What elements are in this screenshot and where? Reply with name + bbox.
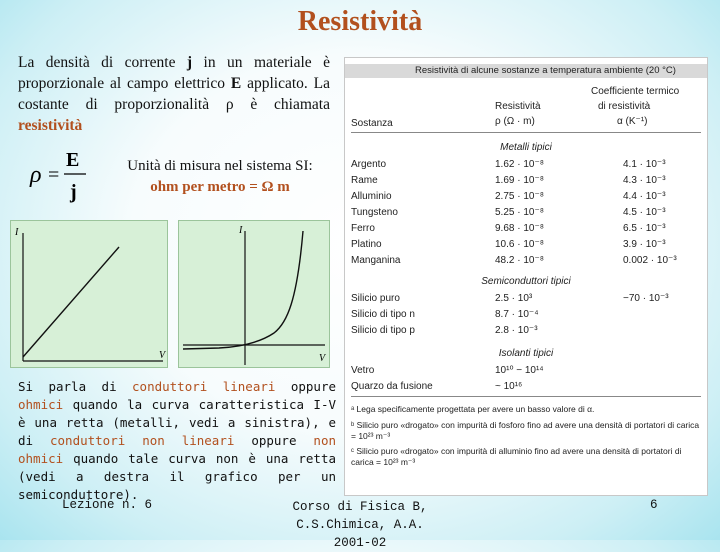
substance-cell: Silicio di tipo n [351,309,415,320]
footer-course-line1: Corso di Fisica B, C.S.Chimica, A.A. [292,500,428,532]
substance-cell: Alluminio [351,191,392,202]
linear-plot-curve [23,247,119,357]
resistivity-cell: 9.68 · 10⁻⁸ [495,223,544,234]
section-semiconductors: Semiconduttori tipici [481,276,571,287]
resistivity-cell: 8.7 · 10⁻⁴ [495,309,539,320]
substance-cell: Argento [351,159,387,170]
resistivity-cell: 2.8 · 10⁻³ [495,325,538,336]
section-metals: Metalli tipici [500,142,552,153]
footer-course-line2: 2001-02 [333,536,387,550]
resistivity-cell: 48.2 · 10⁻⁸ [495,255,544,266]
para-kw-nonohmic: non ohmici [18,433,336,466]
footnote-c: ᶜ Silicio puro «drogato» con impurità di alluminio fino ad avere una densità di portatori di carica = 10²³ m⁻³ [351,446,682,467]
substance-cell: Quarzo da fusione [351,381,433,392]
intro-part3: applicato. La costante di proporzionalità ρ è chiamata [18,75,331,113]
intro-j: j [186,54,193,71]
substance-cell: Rame [351,175,378,186]
si-units-line1: Unità di misura nel sistema SI: [127,158,313,174]
footnote-b: ᵇ Silicio puro «drogato» con impurità di fosforo fino ad avere una densità di portatori di carica = 10²³ m⁻³ [351,420,700,441]
alpha-cell: 3.9 · 10⁻³ [623,239,666,250]
formula-rho: ρ [30,162,42,188]
formula-equals: = [48,164,60,186]
nonlinear-plot-y-label: I [239,225,243,236]
linear-plot-y-label: I [15,227,19,238]
col-rho-header-2: ρ (Ω · m) [495,116,535,127]
footer-page-number: 6 [650,498,658,512]
footer-course [250,498,470,552]
section-insulators: Isolanti tipici [498,348,554,359]
intro-part1: La densità di corrente [18,54,187,71]
substance-cell: Ferro [351,223,375,234]
table-row [351,380,701,393]
resistivity-cell: 2.75 · 10⁻⁸ [495,191,544,202]
table-title: Resistività di alcune sostanze a temperatura ambiente (20 °C) [345,64,707,78]
substance-cell: Platino [351,239,382,250]
substance-cell: Silicio di tipo p [351,325,415,336]
col-alpha-header-3: α (K⁻¹) [617,116,648,127]
alpha-cell: 4.1 · 10⁻³ [623,159,666,170]
footer-lesson: Lezione n. 6 [62,498,153,512]
alpha-cell: 6.5 · 10⁻³ [623,223,666,234]
resistivity-cell: ~ 10¹⁶ [495,381,523,392]
intro-part2: in un materiale è proporzionale al campo elettrico [18,54,330,92]
si-units [100,156,340,198]
table-row [351,238,701,251]
resistivity-table [344,57,708,496]
para-text-2: oppure [275,379,336,394]
table-row [351,174,701,187]
intro-e: E [230,75,242,92]
page-title: Resistività [297,6,423,37]
resistivity-formula [28,148,98,204]
substance-cell: Tungsteno [351,207,398,218]
para-kw-ohmic: ohmici [18,397,64,412]
footnote-a: ᵃ Lega specificamente progettata per avere un basso valore di α. [351,404,595,414]
col-alpha-header-1: Coefficiente termico [591,86,680,97]
resistivity-cell: 10.6 · 10⁻⁸ [495,239,544,250]
nonlinear-iv-plot [178,220,330,368]
resistivity-cell: 1.62 · 10⁻⁸ [495,159,544,170]
alpha-cell: 4.3 · 10⁻³ [623,175,666,186]
substance-cell: Manganina [351,255,401,266]
resistivity-cell: 10¹⁰ − 10¹⁴ [495,365,544,376]
table-row [351,364,701,377]
table-row [351,324,701,337]
table-row [351,308,701,321]
para-text-3: quando la curva caratteristica I-V è una retta (metalli, vedi a sinistra), e di [18,397,336,448]
notes-divider [351,396,701,397]
header-divider [351,132,701,133]
resistivity-cell: 5.25 · 10⁻⁸ [495,207,544,218]
nonlinear-plot-x-label: V [319,353,326,364]
col-substance-header: Sostanza [351,118,393,129]
col-rho-header-1: Resistività [495,101,541,112]
alpha-cell: −70 · 10⁻³ [623,293,669,304]
formula-denominator: j [70,181,77,203]
linear-iv-plot [10,220,168,368]
table-row [351,206,701,219]
linear-plot-x-label: V [159,350,166,361]
para-kw-linear: conduttori lineari [132,379,276,394]
para-text-5: quando tale curva non è una retta (vedi a destra il grafico per un semiconduttore). [18,451,336,502]
table-row [351,292,701,305]
alpha-cell: 4.5 · 10⁻³ [623,207,666,218]
table-row [351,158,701,171]
intro-text [18,52,330,136]
resistivity-cell: 1.69 · 10⁻⁸ [495,175,544,186]
para-kw-nonlinear: conduttori non lineari [50,433,235,448]
para-text-4: oppure [234,433,314,448]
alpha-cell: 0.002 · 10⁻³ [623,255,677,266]
substance-cell: Vetro [351,365,375,376]
alpha-cell: 4.4 · 10⁻³ [623,191,666,202]
table-row [351,254,701,267]
para-text-1: Si parla di [18,379,133,394]
intro-resistivity: resistività [18,117,83,134]
formula-numerator: E [66,149,80,171]
resistivity-cell: 2.5 · 10³ [495,293,533,304]
si-units-line2: ohm per metro = Ω m [150,179,290,195]
substance-cell: Silicio puro [351,293,400,304]
ohmic-paragraph [18,378,336,504]
table-row [351,190,701,203]
col-alpha-header-2: di resistività [598,101,651,112]
table-row [351,222,701,235]
nonlinear-plot-curve [183,231,303,349]
